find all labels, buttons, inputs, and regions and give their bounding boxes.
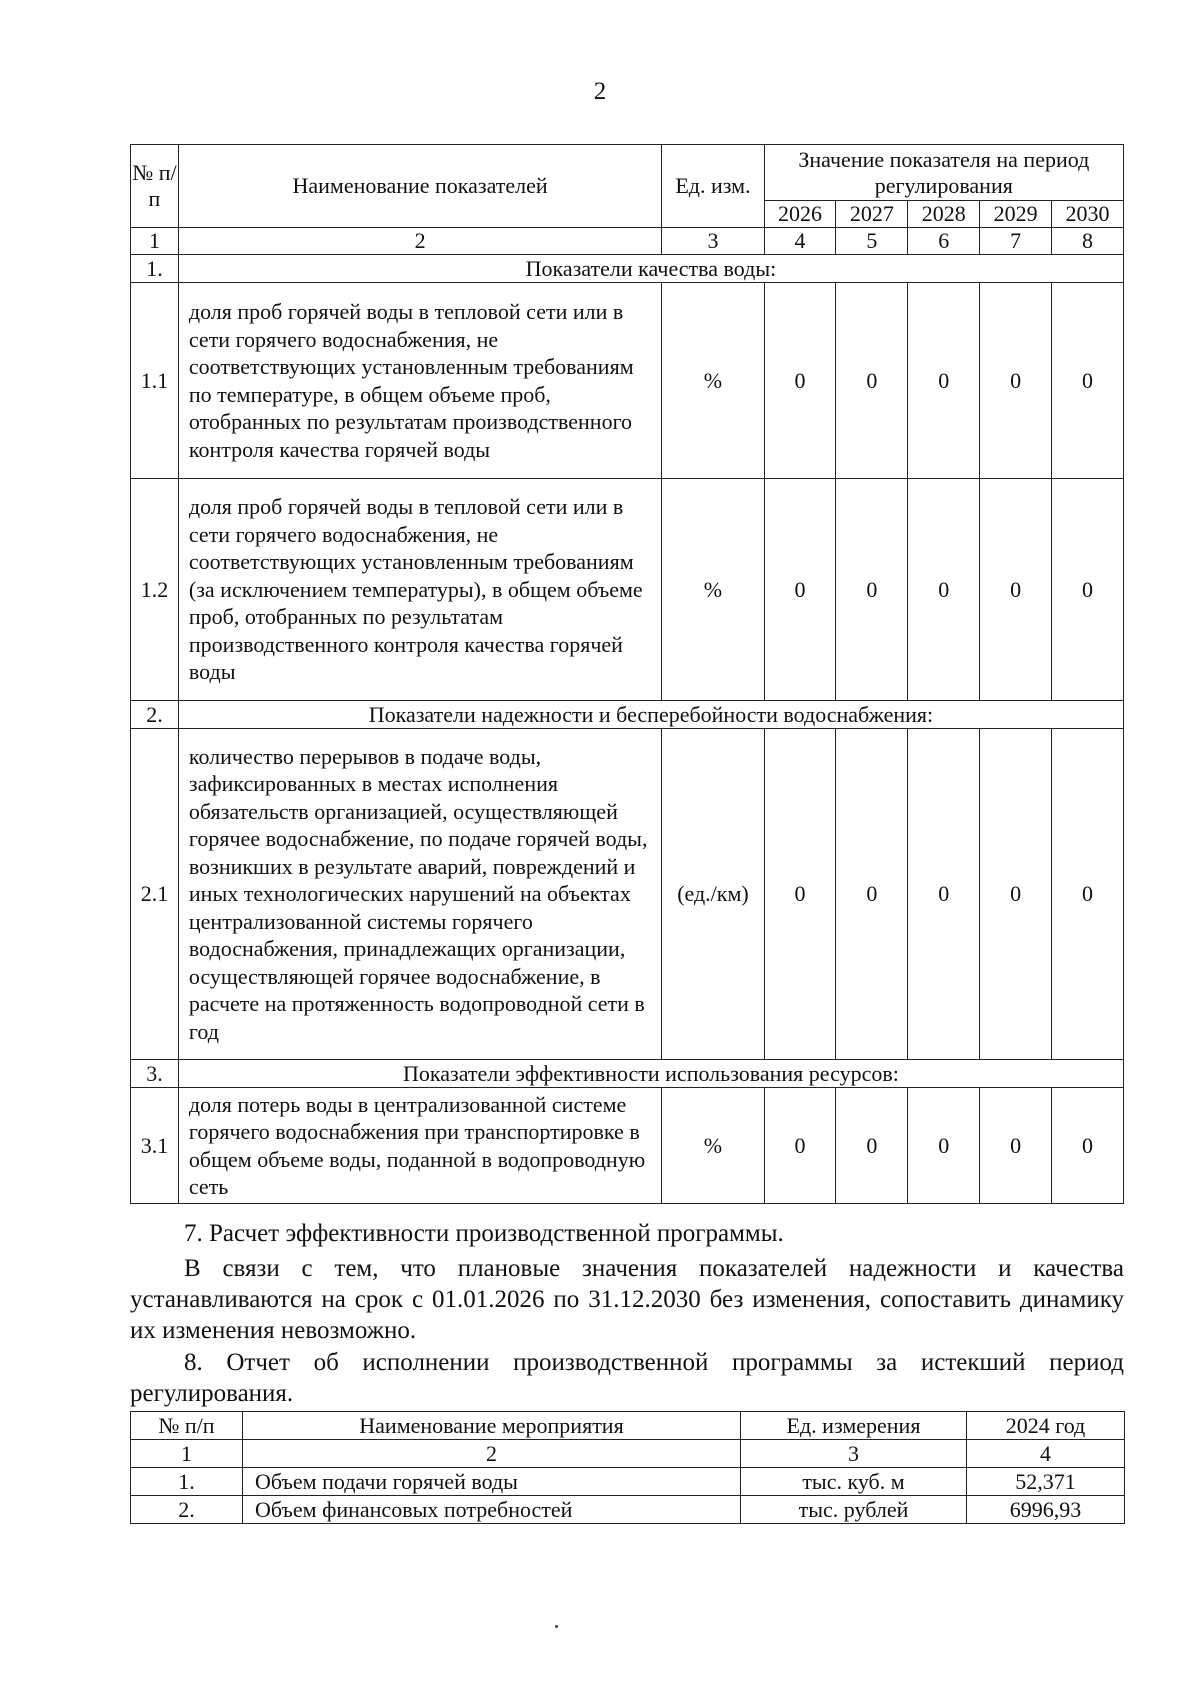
report-row-num: 1. — [131, 1468, 243, 1496]
indicator-unit: % — [662, 479, 764, 701]
indicator-value: 0 — [836, 283, 908, 479]
indicator-value: 0 — [764, 283, 836, 479]
report-table — [130, 1411, 1125, 1524]
indicator-name: количество перерывов в подаче воды, зафиксированных в местах исполнения обязательств организацией, осуществляющей горячее водоснабжение, по подаче горячей воды, возникших в результате аварий, повреждений и иных технологических нарушений на объектах централизованной системы горячего водоснабжения, принадлежащих организации, осуществляющей горячее водоснабжение, в расчете на протяженность водопроводной сети в год — [178, 729, 661, 1060]
row-num: 3.1 — [131, 1088, 179, 1204]
header-year: 2027 — [836, 201, 908, 228]
report-header: 2024 год — [967, 1412, 1125, 1440]
header-value-group: Значение показателя на период регулирования — [764, 145, 1123, 201]
report-row-value: 52,371 — [967, 1468, 1125, 1496]
indicator-name: доля потерь воды в централизованной системе горячего водоснабжения при транспортировке в общем объеме воды, поданной в водопроводную сеть — [178, 1088, 661, 1204]
indicator-value: 0 — [980, 283, 1052, 479]
report-column-number: 1 — [131, 1440, 243, 1468]
indicator-name: доля проб горячей воды в тепловой сети или в сети горячего водоснабжения, не соответствующих установленным требованиям по температуре, в общем объеме проб, отобранных по результатам производственного контроля качества горячей воды — [178, 283, 661, 479]
indicator-unit: % — [662, 1088, 764, 1204]
section7-text — [130, 1253, 1124, 1346]
indicator-value: 0 — [836, 729, 908, 1060]
section-title: Показатели качества воды: — [178, 255, 1123, 283]
header-name: Наименование показателей — [178, 145, 661, 228]
column-number: 2 — [178, 228, 661, 255]
header-unit: Ед. изм. — [662, 145, 764, 228]
section-num: 2. — [131, 701, 179, 729]
indicator-value: 0 — [1052, 479, 1124, 701]
report-row-num: 2. — [131, 1496, 243, 1524]
indicators-table — [130, 144, 1124, 1204]
section-title: Показатели надежности и бесперебойности водоснабжения: — [178, 701, 1123, 729]
report-header: Наименование мероприятия — [243, 1412, 741, 1440]
report-column-number: 3 — [741, 1440, 967, 1468]
header-year: 2028 — [908, 201, 980, 228]
scan-speck — [555, 1625, 558, 1628]
indicator-unit: % — [662, 283, 764, 479]
indicator-value: 0 — [908, 729, 980, 1060]
report-column-number: 2 — [243, 1440, 741, 1468]
indicator-value: 0 — [836, 479, 908, 701]
indicator-value: 0 — [1052, 283, 1124, 479]
report-header: Ед. измерения — [741, 1412, 967, 1440]
indicator-value: 0 — [1052, 1088, 1124, 1204]
report-row-value: 6996,93 — [967, 1496, 1125, 1524]
table-row — [131, 1496, 1125, 1524]
page-number: 2 — [593, 78, 607, 105]
indicator-value: 0 — [836, 1088, 908, 1204]
indicator-value: 0 — [980, 1088, 1052, 1204]
header-num: № п/п — [131, 145, 179, 228]
section7-body: В связи с тем, что плановые значения показателей надежности и качества устанавливаются на срок с 01.01.2026 по 31.12.2030 без изменения, сопоставить динамику их изменения невозможно. — [130, 1255, 1124, 1344]
section7-heading — [130, 1218, 1124, 1249]
header-year: 2026 — [764, 201, 836, 228]
section-title: Показатели эффективности использования ресурсов: — [178, 1060, 1123, 1088]
column-number: 3 — [662, 228, 764, 255]
header-year: 2030 — [1052, 201, 1124, 228]
indicator-unit: (ед./км) — [662, 729, 764, 1060]
indicator-value: 0 — [980, 729, 1052, 1060]
column-number: 6 — [908, 228, 980, 255]
indicator-value: 0 — [908, 1088, 980, 1204]
section8-heading-text: 8. Отчет об исполнении производственной программы за истекший период регулирования. — [130, 1349, 1124, 1407]
indicator-value: 0 — [980, 479, 1052, 701]
report-row-unit: тыс. рублей — [741, 1496, 967, 1524]
report-row-unit: тыс. куб. м — [741, 1468, 967, 1496]
indicator-value: 0 — [908, 283, 980, 479]
section8-heading — [130, 1347, 1124, 1409]
indicator-value: 0 — [908, 479, 980, 701]
report-header: № п/п — [131, 1412, 243, 1440]
indicator-value: 0 — [764, 479, 836, 701]
table-row — [131, 1468, 1125, 1496]
column-number: 8 — [1052, 228, 1124, 255]
row-num: 1.2 — [131, 479, 179, 701]
column-number: 4 — [764, 228, 836, 255]
indicator-value: 0 — [764, 1088, 836, 1204]
section-num: 1. — [131, 255, 179, 283]
indicator-value: 0 — [1052, 729, 1124, 1060]
section-num: 3. — [131, 1060, 179, 1088]
column-number: 5 — [836, 228, 908, 255]
row-num: 1.1 — [131, 283, 179, 479]
column-number: 7 — [980, 228, 1052, 255]
indicator-name: доля проб горячей воды в тепловой сети или в сети горячего водоснабжения, не соответствующих установленным требованиям (за исключением температуры), в общем объеме проб, отобранных по результатам производственного контроля качества горячей воды — [178, 479, 661, 701]
report-column-number: 4 — [967, 1440, 1125, 1468]
column-number: 1 — [131, 228, 179, 255]
section7-heading-text: 7. Расчет эффективности производственной программы. — [184, 1220, 784, 1247]
report-row-name: Объем финансовых потребностей — [243, 1496, 741, 1524]
header-year: 2029 — [980, 201, 1052, 228]
report-row-name: Объем подачи горячей воды — [243, 1468, 741, 1496]
row-num: 2.1 — [131, 729, 179, 1060]
indicator-value: 0 — [764, 729, 836, 1060]
